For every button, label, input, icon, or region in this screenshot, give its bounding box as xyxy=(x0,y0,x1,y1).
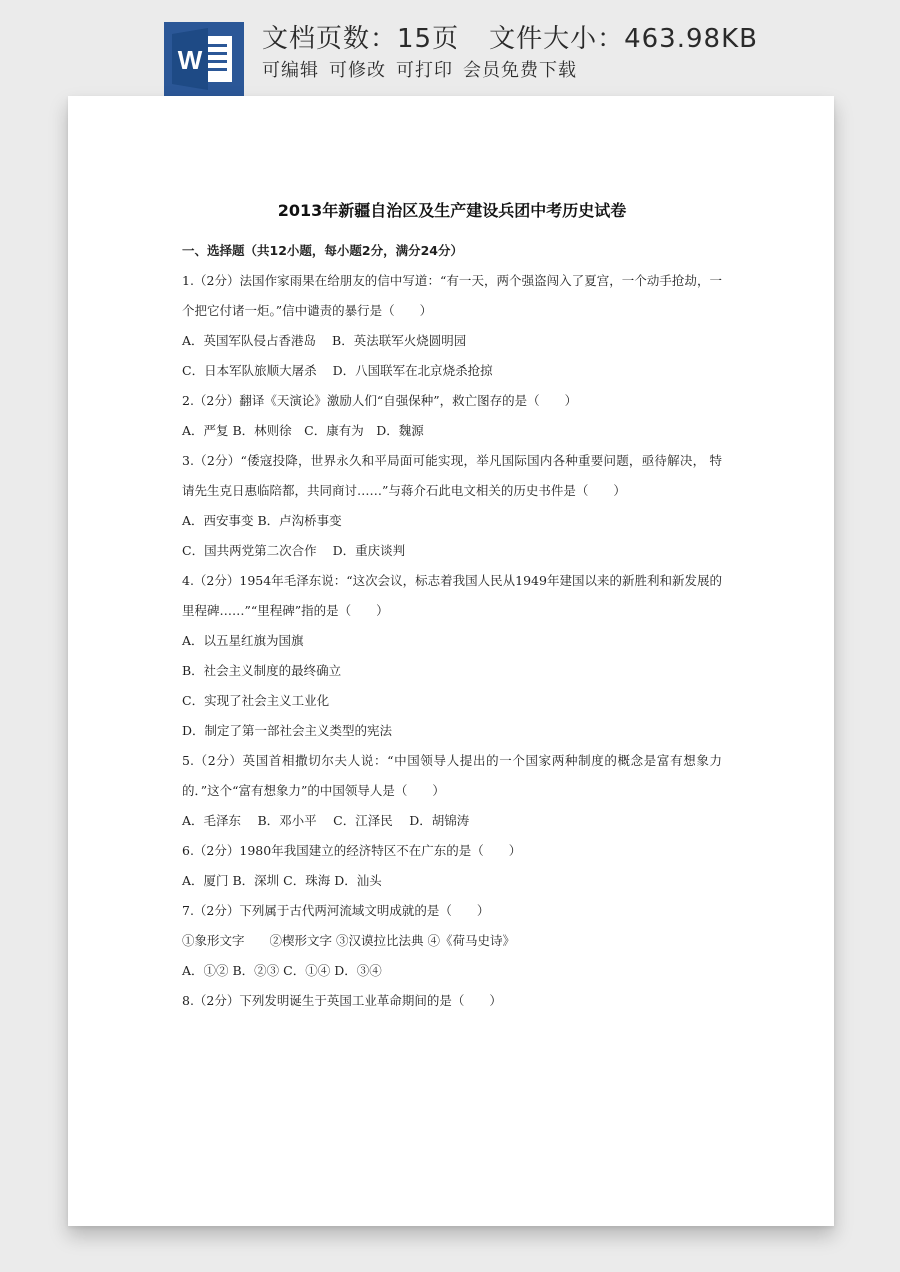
question-7-items: ①象形文字 ②楔形文字 ③汉谟拉比法典 ④《荷马史诗》 xyxy=(182,933,515,948)
question-3: 3.（2分）“倭寇投降，世界永久和平局面可能实现，举凡国际国内各种重要问题，亟待解决， 特请先生克日惠临陪都，共同商讨……”与蒋介石此电文相关的历史书件是（ ） xyxy=(182,453,722,498)
question-1-options-ab: A．英国军队侵占香港岛 B．英法联军火烧圆明园 xyxy=(182,333,467,348)
document-title: 2013年新疆自治区及生产建设兵团中考历史试卷 xyxy=(277,201,627,220)
download-banner xyxy=(0,0,900,100)
question-4-option-c: C．实现了社会主义工业化 xyxy=(182,693,330,708)
feature-list xyxy=(262,56,587,82)
question-4: 4.（2分）1954年毛泽东说：“这次会议，标志着我国人民从1949年建国以来的新胜利和新发展的里程碑……”“里程碑”指的是（ ） xyxy=(182,573,722,618)
feature-modifiable: 可修改 xyxy=(329,60,386,81)
file-info xyxy=(262,18,758,55)
question-5: 5.（2分）英国首相撒切尔夫人说：“中国领导人提出的一个国家两种制度的概念是富有想象力的．”这个“富有想象力”的中国领导人是（ ） xyxy=(182,753,722,798)
question-6-options: A．厦门 B．深圳 C．珠海 D．汕头 xyxy=(182,873,382,888)
feature-printable: 可打印 xyxy=(396,60,453,81)
question-6: 6.（2分）1980年我国建立的经济特区不在广东的是（ ） xyxy=(182,843,522,858)
question-3-options-cd: C．国共两党第二次合作 D．重庆谈判 xyxy=(182,543,406,558)
question-4-option-a: A．以五星红旗为国旗 xyxy=(182,633,304,648)
word-document-icon xyxy=(164,22,244,96)
question-7-options: A．①② B．②③ C．①④ D．③④ xyxy=(182,963,382,978)
question-3-options-ab: A．西安事变 B．卢沟桥事变 xyxy=(182,513,342,528)
question-7: 7.（2分）下列属于古代两河流域文明成就的是（ ） xyxy=(182,903,490,918)
question-2-options: A．严复 B．林则徐 C．康有为 D．魏源 xyxy=(182,423,424,438)
question-1-options-cd: C．日本军队旅顺大屠杀 D．八国联军在北京烧杀抢掠 xyxy=(182,363,493,378)
file-size: 文件大小：463.98KB xyxy=(489,24,758,54)
question-8: 8.（2分）下列发明诞生于英国工业革命期间的是（ ） xyxy=(182,993,502,1008)
document-page xyxy=(68,96,834,1226)
question-1: 1.（2分）法国作家雨果在给朋友的信中写道：“有一天，两个强盗闯入了夏宫，一个动手抢劫，一个把它付诸一炬。”信中谴责的暴行是（ ） xyxy=(182,273,722,318)
svg-text:W: W xyxy=(177,45,203,75)
feature-member-download: 会员免费下载 xyxy=(463,60,577,81)
question-4-option-d: D．制定了第一部社会主义类型的宪法 xyxy=(182,723,393,738)
question-4-option-b: B．社会主义制度的最终确立 xyxy=(182,663,342,678)
question-5-options: A．毛泽东 B．邓小平 C．江泽民 D．胡锦涛 xyxy=(182,813,470,828)
section-heading: 一、选择题（共12小题，每小题2分，满分24分） xyxy=(182,243,463,258)
page-count: 文档页数：15页 xyxy=(262,24,460,54)
feature-editable: 可编辑 xyxy=(262,60,319,81)
document-content xyxy=(182,200,722,1016)
question-2: 2.（2分）翻译《天演论》激励人们“自强保种”，救亡图存的是（ ） xyxy=(182,393,578,408)
